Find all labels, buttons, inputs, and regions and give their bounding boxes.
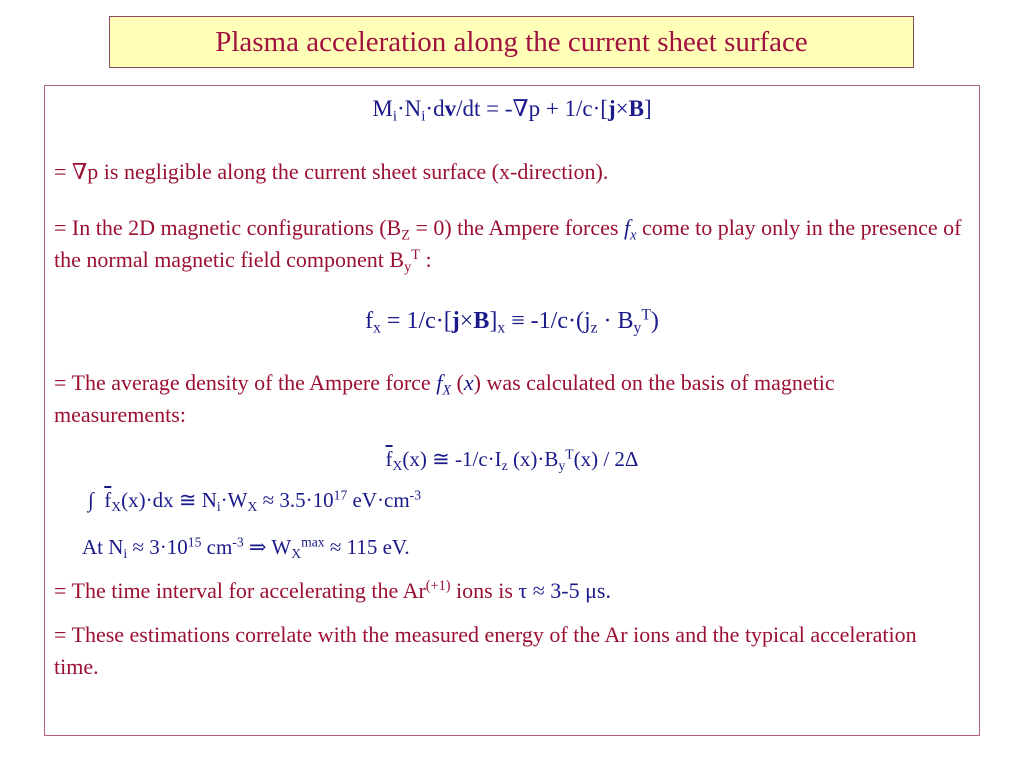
bullet-time-interval: = The time interval for accelerating the $Ar^{(+1)}$ ions is τ ≈ 3-5 μs. [54,578,611,603]
equation-average-force: $\overline{f}_X(x)$ ≅ $-1/c\cdot I_z$ $(x)\cdot B_y^T(x) / 2\Delta$ [385,446,639,474]
equation-integral: ∫ $\overline{f}_X(x)\cdot dx$ ≅ $N_i\cdot W_X \approx 3.5\cdot 10^{17}$ $eV\cdot cm^{-3}$ [88,487,422,515]
equation-ampere-force: $f_x = 1/c\cdot[j\times B]_x \equiv -1/c\cdot(j_z \cdot B_y^T)$ [365,306,659,337]
bullet-average-density: = The average density of the Ampere force $f_X$ (x) was calculated on the basis of magnetic measurements: [54,370,835,427]
bullet-conclusion: = These estimations correlate with the measured energy of the Ar ions and the typical acceleration time. [54,622,917,679]
bullet-pressure: = ∇p is negligible along the current sheet surface (x-direction). [54,159,609,184]
equation-energy: At $N_i \approx 3\cdot 10^{15}$ $cm^{-3}$ ⇒ $W_X^{max} \approx 115$ eV. [82,534,410,562]
slide-title-box [109,16,914,68]
bullet-ampere-forces: = In the 2D magnetic configurations $(B_Z = 0)$ the Ampere forces $f_x$ come to play only in the presence of the normal magnetic field component $B_y^T$ : [54,215,962,276]
equation-momentum: $M_i\cdot N_i\cdot dv/dt = -\nabla p + 1/c\cdot[j\times B]$ [372,96,652,125]
slide-title: Plasma acceleration along the current sheet surface [215,25,808,58]
